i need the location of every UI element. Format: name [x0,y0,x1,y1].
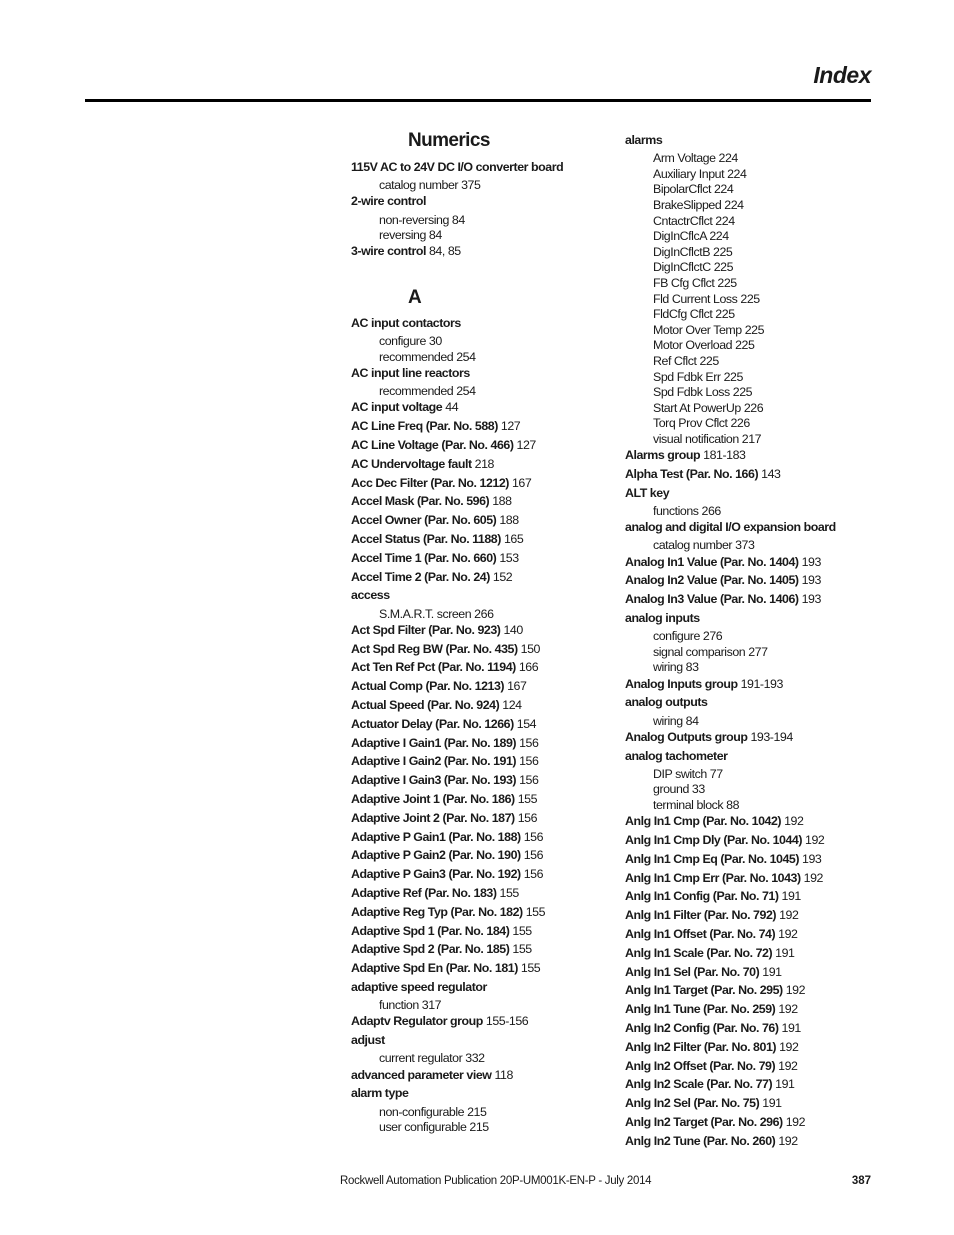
index-pages: 154 [516,716,537,731]
index-term: Anlg In2 Tune (Par. No. 260) [625,1133,776,1148]
index-term: analog inputs [625,611,700,625]
index-entry [351,735,538,751]
index-subentry: DigInCflctB 225 [653,244,733,259]
index-entry [351,659,538,675]
index-term: Anlg In1 Cmp Err (Par. No. 1043) [625,870,801,885]
index-subentry: CntactrCflct 224 [653,213,735,228]
index-pages: 192 [779,908,799,923]
index-term: analog tachometer [625,748,728,763]
index-term: Anlg In2 Filter (Par. No. 801) [625,1039,777,1054]
index-entry [351,193,426,209]
index-pages: 127 [500,419,521,434]
title-rule [85,99,871,102]
index-pages: 156 [523,848,544,863]
index-subentry: current regulator 332 [379,1051,485,1066]
index-term: advanced parameter view [351,1067,492,1082]
index-entry [625,813,803,829]
index-term: analog outputs [625,695,708,710]
index-entry [625,519,836,535]
index-term: Actuator Delay (Par. No. 1266) [351,716,514,731]
index-entry [351,315,461,331]
index-subentry: Torq Prov Cflct 226 [653,416,750,431]
index-pages: 192 [785,983,806,998]
index-term: Analog Inputs group [625,676,738,691]
index-term: Anlg In1 Sel (Par. No. 70) [625,964,760,979]
index-pages: 118 [494,1067,513,1082]
index-subentry: Start At PowerUp 226 [653,400,764,415]
index-entry [625,485,669,501]
index-term: Anlg In1 Target (Par. No. 295) [625,983,783,998]
index-entry [351,678,526,694]
index-entry [351,960,540,976]
index-term: Anlg In1 Cmp Dly (Par. No. 1044) [625,833,803,847]
index-entry [351,810,537,826]
index-entry [625,870,823,886]
index-subentry: Motor Over Temp 225 [653,322,765,337]
index-entry [351,493,512,509]
index-term: Adaptive Ref (Par. No. 183) [351,886,497,900]
index-term: AC Line Freq (Par. No. 588) [351,419,498,434]
index-subentry: Motor Overload 225 [653,338,755,353]
index-entry [351,569,512,585]
index-entry [625,1039,798,1055]
index-pages: 156 [517,810,538,825]
index-pages: 192 [785,1115,806,1129]
index-subentry: ground 33 [653,782,705,797]
index-subentry: DigInCflcA 224 [653,229,729,244]
index-term: Actual Speed (Par. No. 924) [351,698,500,712]
index-term: Adaptive Spd 1 (Par. No. 184) [351,923,510,938]
index-subentry: BrakeSlipped 224 [653,198,744,212]
index-pages: 192 [805,833,825,847]
index-entry [351,791,537,807]
index-subentry: functions 266 [653,504,721,518]
index-entry [625,729,793,745]
index-subentry: configure 276 [653,629,723,644]
index-pages: 191 [781,1021,801,1035]
index-entry [351,475,531,491]
index-term: Adaptive Joint 2 (Par. No. 187) [351,810,515,825]
index-pages: 218 [474,456,494,471]
index-pages: 156 [519,773,539,788]
index-subentry: user configurable 215 [379,1120,489,1135]
index-pages: 155 [525,904,546,919]
index-pages: 127 [516,438,536,452]
index-term: Adaptive Spd 2 (Par. No. 185) [351,942,510,957]
index-pages: 155 [517,792,538,806]
section-heading-numerics: Numerics [408,130,490,151]
index-pages: 156 [523,867,544,882]
index-pages: 140 [503,622,523,637]
index-term: Anlg In2 Target (Par. No. 296) [625,1115,783,1129]
index-entry [625,926,797,942]
index-subentry: catalog number 375 [379,178,481,193]
index-pages: 143 [761,467,781,481]
index-term: Alpha Test (Par. No. 166) [625,467,759,481]
index-entry [625,1076,794,1092]
footer-page-number: 387 [851,1175,871,1187]
index-term: alarms [625,133,663,147]
index-pages: 155 [512,942,532,957]
index-entry [625,907,798,923]
index-entry [351,1032,385,1048]
index-term: Anlg In2 Scale (Par. No. 77) [625,1077,773,1092]
index-term: ALT key [625,485,670,500]
index-subentry: reversing 84 [379,228,442,243]
index-subentry: function 317 [379,998,442,1013]
index-pages: 192 [778,1058,798,1073]
index-entry [625,447,745,463]
index-pages: 181-183 [703,448,746,463]
index-pages: 192 [784,814,804,829]
index-entry [625,676,783,692]
index-term: Adaptive P Gain3 (Par. No. 192) [351,867,521,882]
index-subentry: Spd Fdbk Err 225 [653,369,743,384]
index-term: 2-wire control [351,194,426,209]
index-pages: 193 [801,554,821,569]
index-subentry: recommended 254 [379,349,476,364]
index-term: Anlg In1 Offset (Par. No. 74) [625,927,776,941]
index-entry [351,904,545,920]
index-term: AC input line reactors [351,366,470,380]
index-term: Anlg In1 Cmp Eq (Par. No. 1045) [625,851,800,866]
index-term: Act Spd Filter (Par. No. 923) [351,622,501,637]
index-term: Adaptive P Gain2 (Par. No. 190) [351,848,521,863]
index-subentry: Spd Fdbk Loss 225 [653,385,753,400]
index-term: Anlg In1 Tune (Par. No. 259) [625,1002,776,1017]
index-term: Adaptive Reg Typ (Par. No. 182) [351,904,523,919]
index-entry [351,847,543,863]
index-term: alarm type [351,1086,409,1101]
index-entry [625,1114,805,1130]
index-subentry: Ref Cflct 225 [653,354,719,368]
index-pages: 192 [778,1133,798,1148]
section-heading-a: A [408,287,422,308]
index-subentry: signal comparison 277 [653,644,768,659]
index-term: Accel Time 2 (Par. No. 24) [351,569,490,584]
index-term: analog and digital I/O expansion board [625,520,836,535]
index-term: AC input voltage [351,400,443,415]
index-pages: 166 [518,660,539,675]
index-term: Act Spd Reg BW (Par. No. 435) [351,641,518,656]
index-entry [625,1058,797,1074]
index-subentry: DigInCflctC 225 [653,260,734,275]
index-entry [625,610,700,626]
index-pages: 192 [803,870,823,885]
index-pages: 84, 85 [428,244,461,259]
index-entry [351,697,522,713]
index-entry [625,832,824,848]
index-entry [351,716,536,732]
index-entry [351,418,520,434]
index-pages: 188 [499,513,519,528]
index-term: Act Ten Ref Pct (Par. No. 1194) [351,660,516,675]
page-title: Index [813,62,871,88]
index-subentry: wiring 83 [653,660,699,675]
index-subentry: FB Cfg Cflct 225 [653,276,737,290]
index-subentry: wiring 84 [653,713,699,728]
index-entry [351,772,538,788]
index-entry [625,132,662,148]
index-entry [625,591,821,607]
index-subentry: BipolarCflct 224 [653,182,734,197]
index-term: Anlg In1 Scale (Par. No. 72) [625,945,773,960]
index-term: Adaptive Spd En (Par. No. 181) [351,961,518,976]
index-entry [351,923,532,939]
index-entry [625,1133,798,1149]
index-term: Adaptive I Gain1 (Par. No. 189) [351,735,517,750]
index-entry [351,365,470,381]
index-pages: 44 [445,400,459,415]
index-term: Accel Status (Par. No. 1188) [351,532,501,546]
index-term: Anlg In2 Offset (Par. No. 79) [625,1058,776,1073]
index-entry [351,437,536,453]
index-entry [625,1001,798,1017]
index-entry [625,572,821,588]
index-subentry: FldCfg Cflct 225 [653,307,735,322]
index-entry [351,531,523,547]
index-entry [351,622,523,638]
index-entry [625,466,780,482]
index-subentry: Fld Current Loss 225 [653,291,760,306]
index-pages: 191 [762,1096,782,1111]
index-term: Accel Mask (Par. No. 596) [351,494,490,509]
index-term: Adaptive Joint 1 (Par. No. 186) [351,792,515,806]
index-term: 3-wire control [351,244,426,259]
index-pages: 188 [492,494,512,509]
index-term: Acc Dec Filter (Par. No. 1212) [351,475,509,490]
index-term: Analog In3 Value (Par. No. 1406) [625,592,799,607]
index-pages: 153 [499,550,519,565]
index-pages: 192 [778,927,798,941]
index-subentry: non-configurable 215 [379,1104,487,1119]
index-entry [351,1013,528,1029]
index-entry [351,550,519,566]
index-subentry: S.M.A.R.T. screen 266 [379,606,494,621]
index-term: Adaptive P Gain1 (Par. No. 188) [351,829,521,844]
index-pages: 193 [801,573,821,588]
index-term: Adaptv Regulator group [351,1014,483,1029]
index-term: Alarms group [625,448,701,463]
index-pages: 191 [775,1077,795,1092]
index-entry [351,512,519,528]
index-entry [625,1095,782,1111]
index-entry [625,1020,801,1036]
index-term: Adaptive I Gain3 (Par. No. 193) [351,773,517,788]
index-pages: 192 [779,1039,799,1054]
index-pages: 192 [778,1002,798,1017]
index-pages: 193 [802,851,822,866]
index-term: adaptive speed regulator [351,980,487,994]
index-term: Accel Owner (Par. No. 605) [351,513,497,528]
index-term: AC Line Voltage (Par. No. 466) [351,438,514,452]
index-pages: 156 [519,754,539,769]
index-entry [351,866,543,882]
index-entry [351,1067,513,1083]
index-term: Anlg In2 Config (Par. No. 76) [625,1021,779,1035]
footer-publication: Rockwell Automation Publication 20P-UM001K-EN-P - July 2014 [340,1175,652,1187]
index-entry [351,456,494,472]
index-pages: 156 [523,829,544,844]
index-entry [351,753,538,769]
index-entry [625,748,728,764]
index-entry [625,851,821,867]
index-entry [351,243,461,259]
index-term: AC input contactors [351,316,461,330]
index-pages: 193-194 [750,729,793,744]
index-subentry: catalog number 373 [653,538,755,553]
index-term: Accel Time 1 (Par. No. 660) [351,550,497,565]
index-pages: 150 [520,641,540,656]
index-entry [625,554,821,570]
index-term: 115V AC to 24V DC I/O converter board [351,160,564,174]
index-pages: 191 [762,964,782,979]
index-entry [351,885,519,901]
index-subentry: DIP switch 77 [653,766,723,781]
index-term: Actual Comp (Par. No. 1213) [351,679,505,694]
index-term: Anlg In1 Cmp (Par. No. 1042) [625,814,782,829]
index-pages: 155 [520,961,541,976]
index-term: Anlg In2 Sel (Par. No. 75) [625,1096,760,1111]
index-entry [625,964,782,980]
index-pages: 193 [801,592,821,607]
index-entry [625,945,794,961]
index-pages: 155 [512,923,532,938]
index-pages: 124 [502,698,522,712]
index-subentry: configure 30 [379,334,442,349]
index-subentry: recommended 254 [379,384,476,399]
index-pages: 155-156 [485,1014,529,1029]
index-entry [625,982,805,998]
index-term: Anlg In1 Filter (Par. No. 792) [625,908,777,923]
index-pages: 167 [511,475,532,490]
index-term: Analog Outputs group [625,729,748,744]
index-pages: 165 [503,532,524,546]
index-pages: 167 [507,679,527,694]
index-term: AC Undervoltage fault [351,456,472,471]
index-subentry: Auxiliary Input 224 [653,166,747,181]
index-term: adjust [351,1033,385,1048]
index-subentry: non-reversing 84 [379,212,465,227]
index-term: Adaptive I Gain2 (Par. No. 191) [351,754,517,769]
index-entry [351,1085,408,1101]
index-term: Analog In1 Value (Par. No. 1404) [625,554,799,569]
index-entry [351,399,458,415]
index-entry [351,159,563,175]
index-subentry: terminal block 88 [653,798,740,812]
index-pages: 191-193 [740,676,783,691]
index-entry [625,888,801,904]
index-entry [351,829,543,845]
index-pages: 156 [519,735,539,750]
index-entry [351,641,540,657]
index-term: Analog In2 Value (Par. No. 1405) [625,573,799,588]
index-term: access [351,588,390,603]
index-pages: 152 [492,569,513,584]
index-entry [351,979,487,995]
index-subentry: Arm Voltage 224 [653,151,738,166]
index-entry [351,587,390,603]
index-entry [625,694,708,710]
index-pages: 155 [499,886,519,900]
index-pages: 191 [775,945,795,960]
index-term: Anlg In1 Config (Par. No. 71) [625,889,779,904]
index-entry [351,941,532,957]
index-pages: 191 [781,889,801,904]
index-subentry: visual notification 217 [653,432,762,446]
